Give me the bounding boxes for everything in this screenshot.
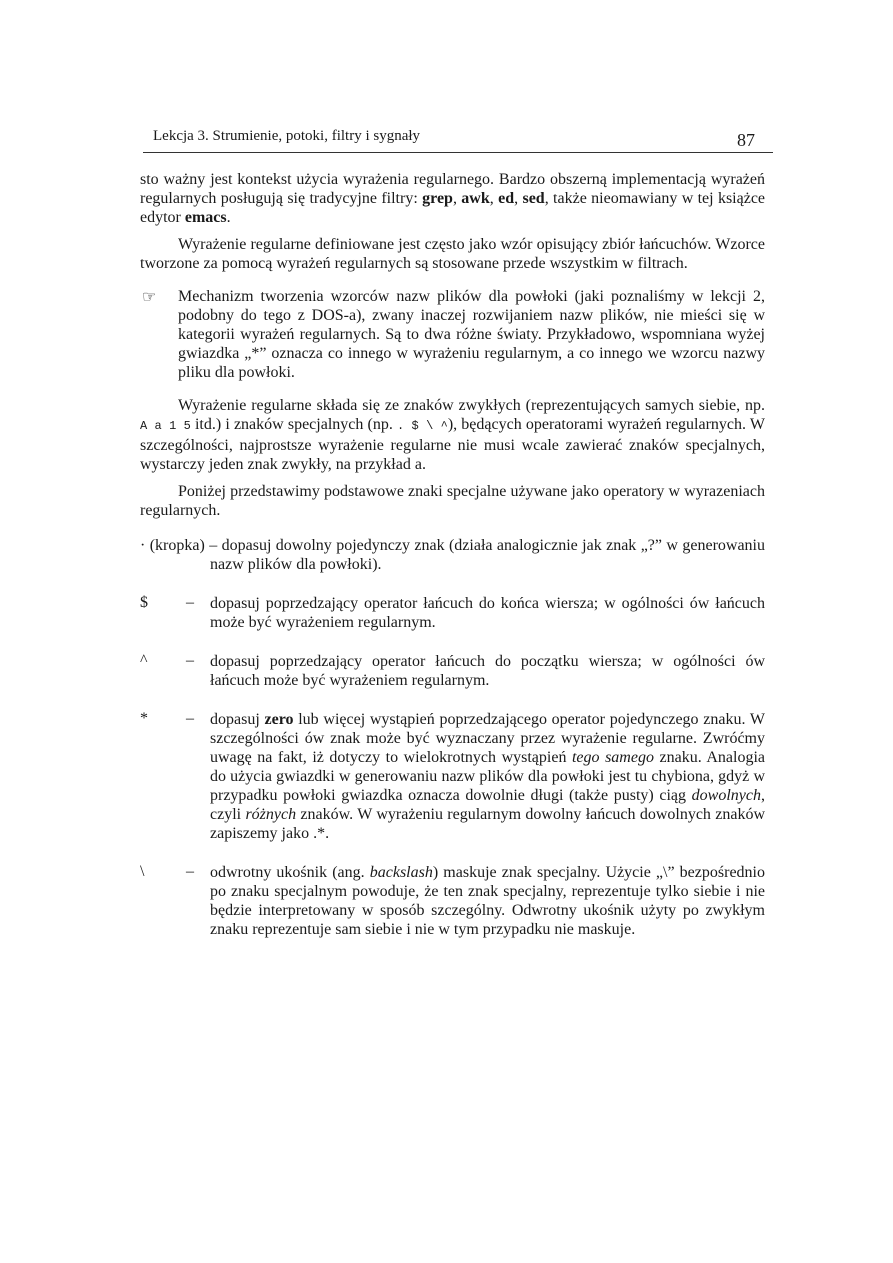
paragraph-3: Wyrażenie regularne składa się ze znaków zwykłych (reprezentujących samych siebie, np. A a 1 5 itd.) i znaków specjalnych (np. . $ \ ^), będących operatorami wyrażeń regularnych. W szczególności, najprostsze wyrażenie regularne nie musi wcale zawierać znaków specjalnych, wystarczy jeden znak zwykły, na przykład a. [140,397,765,473]
paragraph-1: sto ważny jest kontekst użycia wyrażenia regularnego. Bardzo obszerną implementacją wyrażeń regularnych posługują się tradycyjne filtry: grep, awk, ed, sed, także nieomawiany w tej książce edytor emacs. [140,171,766,226]
header-title: Lekcja 3. Strumienie, potoki, filtry i sygnały [153,128,421,144]
dollar-symbol: $ [140,594,148,611]
keyword-ed: ed [498,190,515,207]
paragraph-4: Poniżej przedstawimy podstawowe znaki specjalne używane jako operatory w wyrazeniach regularnych. [140,483,765,519]
keyword-emacs: emacs [184,209,227,226]
running-header [143,124,773,153]
caret-symbol: ^ [140,652,148,669]
caret-text: dopasuj poprzedzający operator łańcuch do początku wiersza; w ogólności ów łańcuch może być wyrażeniem regularnym. [210,653,765,689]
dash: – [186,710,194,727]
star-symbol: * [140,710,148,727]
dash: – [186,652,194,669]
definition-backslash [140,863,765,939]
star-text: dopasuj zero lub więcej wystąpień poprzedzającego operator pojedynczego znaku. W szczególności ów znak może być wyznaczany przez wyrażenie regularne. Zwróćmy uwagę na fakt, iż dotyczy to wielokrotnych wystąpień tego samego znaku. Analogia do użycia gwiazdki w generowaniu nazw plików dla powłoki jest tu chybiona, gdyż w przypadku powłoki gwiazdka oznacza dowolnie długi (także pusty) ciąg dowolnych, czyli różnych znaków. W wyrażeniu regularnym dowolny łańcuch dowolnych znaków zapiszemy jako .*. [210,711,766,842]
dash: – [186,863,194,880]
keyword-awk: awk [461,190,490,207]
definition-star [140,710,765,843]
page-number: 87 [737,130,755,150]
keyword-grep: grep [422,190,453,207]
note-text: Mechanizm tworzenia wzorców nazw plików dla powłoki (jaki poznaliśmy w lekcji 2, podobny do tego z DOS-a), zwany inaczej rozwijaniem nazw plików, nie mieści się w kategorii wyrażeń regularnych. Są to dwa różne światy. Przykładowo, wspomniana wyżej gwiazdka „*” oznacza co innego w wyrażeniu regularnym, a co innego we wzorcu nazwy pliku dla powłoki. [178,288,765,381]
backslash-text: odwrotny ukośnik (ang. backslash) maskuje znak specjalny. Użycie „\” bezpośrednio po znaku specjalnym powoduje, że ten znak specjalny, reprezentuje tylko siebie i nie będzie interpretowany w sposób szczególny. Odwrotny ukośnik użyty po zwykłym znaku reprezentuje sam siebie i nie w tym przypadku nie maskuje. [210,864,765,938]
paragraph-2: Wyrażenie regularne definiowane jest często jako wzór opisujący zbiór łańcuchów. Wzorce tworzone za pomocą wyrażeń regularnych są stosowane przede wszystkim w filtrach. [140,236,765,272]
example-special-chars: . $ \ ^ [396,419,448,433]
example-ordinary-chars: A a 1 5 [140,419,191,433]
keyword-sed: sed [522,190,545,207]
backslash-symbol: \ [140,863,145,880]
note-block [140,287,765,382]
definition-dot: · (kropka) – dopasuj dowolny pojedynczy znak (działa analogicznie jak znak „?” w generowaniu nazw plików dla powłoki). [140,537,765,573]
pointing-hand-icon: ☞ [142,289,157,306]
page-body [140,170,765,939]
definition-dollar [140,594,765,632]
dollar-text: dopasuj poprzedzający operator łańcuch do końca wiersza; w ogólności ów łańcuch może być wyrażeniem regularnym. [210,595,765,631]
definition-caret [140,652,765,690]
dash: – [186,594,194,611]
